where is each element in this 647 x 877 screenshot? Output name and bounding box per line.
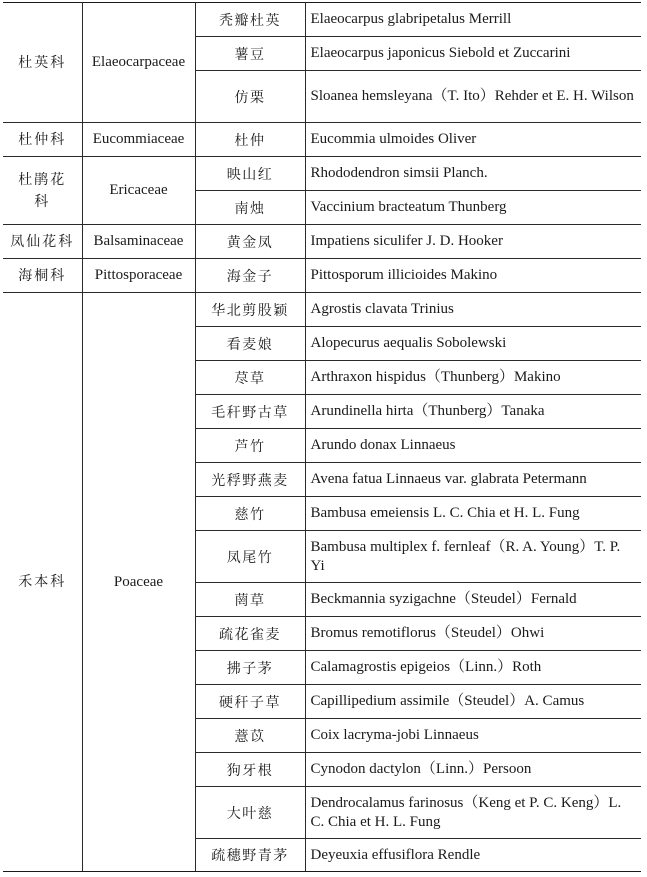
family-latin-name: Pittosporaceae: [82, 259, 195, 293]
species-latin-name: Impatiens siculifer J. D. Hooker: [305, 225, 641, 259]
family-chinese-name: 杜仲科: [3, 123, 82, 157]
species-chinese-name: 狗牙根: [195, 753, 305, 787]
family-latin-name: Eucommiaceae: [82, 123, 195, 157]
species-chinese-name: 杜仲: [195, 123, 305, 157]
species-latin-name: Pittosporum illicioides Makino: [305, 259, 641, 293]
family-chinese-name: 杜鹃花科: [3, 157, 82, 225]
species-latin-name: Arthraxon hispidus（Thunberg）Makino: [305, 361, 641, 395]
family-chinese-name: 海桐科: [3, 259, 82, 293]
family-latin-name: Elaeocarpaceae: [82, 3, 195, 123]
species-latin-name: Dendrocalamus farinosus（Keng et P. C. Keng）L. C. Chia et H. L. Fung: [305, 787, 641, 839]
table-row: [3, 259, 641, 293]
species-chinese-name: 南烛: [195, 191, 305, 225]
family-chinese-name: 凤仙花科: [3, 225, 82, 259]
species-chinese-name: 菵草: [195, 583, 305, 617]
species-latin-name: Rhododendron simsii Planch.: [305, 157, 641, 191]
table-row: [3, 123, 641, 157]
species-chinese-name: 慈竹: [195, 497, 305, 531]
species-chinese-name: 疏花雀麦: [195, 617, 305, 651]
species-chinese-name: 拂子茅: [195, 651, 305, 685]
species-latin-name: Elaeocarpus japonicus Siebold et Zuccarini: [305, 37, 641, 71]
species-latin-name: Bromus remotiflorus（Steudel）Ohwi: [305, 617, 641, 651]
species-chinese-name: 薯豆: [195, 37, 305, 71]
table-row: [3, 157, 641, 191]
species-chinese-name: 映山红: [195, 157, 305, 191]
family-latin-name: Ericaceae: [82, 157, 195, 225]
species-chinese-name: 硬秆子草: [195, 685, 305, 719]
species-latin-name: Deyeuxia effusiflora Rendle: [305, 839, 641, 872]
species-chinese-name: 黄金凤: [195, 225, 305, 259]
species-chinese-name: 华北剪股颖: [195, 293, 305, 327]
species-latin-name: Avena fatua Linnaeus var. glabrata Petermann: [305, 463, 641, 497]
table-row: [3, 3, 641, 37]
species-latin-name: Beckmannia syzigachne（Steudel）Fernald: [305, 583, 641, 617]
species-chinese-name: 凤尾竹: [195, 531, 305, 583]
species-chinese-name: 秃瓣杜英: [195, 3, 305, 37]
family-latin-name: Poaceae: [82, 293, 195, 872]
table-row: [3, 293, 641, 327]
species-latin-name: Eucommia ulmoides Oliver: [305, 123, 641, 157]
species-latin-name: Calamagrostis epigeios（Linn.）Roth: [305, 651, 641, 685]
species-latin-name: Capillipedium assimile（Steudel）A. Camus: [305, 685, 641, 719]
species-latin-name: Bambusa emeiensis L. C. Chia et H. L. Fung: [305, 497, 641, 531]
species-latin-name: Vaccinium bracteatum Thunberg: [305, 191, 641, 225]
species-chinese-name: 毛秆野古草: [195, 395, 305, 429]
species-chinese-name: 光稃野燕麦: [195, 463, 305, 497]
species-chinese-name: 大叶慈: [195, 787, 305, 839]
species-latin-name: Elaeocarpus glabripetalus Merrill: [305, 3, 641, 37]
species-latin-name: Arundo donax Linnaeus: [305, 429, 641, 463]
species-latin-name: Cynodon dactylon（Linn.）Persoon: [305, 753, 641, 787]
species-latin-name: Agrostis clavata Trinius: [305, 293, 641, 327]
species-latin-name: Arundinella hirta（Thunberg）Tanaka: [305, 395, 641, 429]
table-row: [3, 225, 641, 259]
family-chinese-name: 禾本科: [3, 293, 82, 872]
species-latin-name: Coix lacryma-jobi Linnaeus: [305, 719, 641, 753]
species-chinese-name: 疏穗野青茅: [195, 839, 305, 872]
species-latin-name: Alopecurus aequalis Sobolewski: [305, 327, 641, 361]
species-chinese-name: 荩草: [195, 361, 305, 395]
species-chinese-name: 海金子: [195, 259, 305, 293]
species-chinese-name: 薏苡: [195, 719, 305, 753]
species-chinese-name: 芦竹: [195, 429, 305, 463]
species-chinese-name: 仿栗: [195, 71, 305, 123]
species-table: [3, 2, 641, 872]
species-latin-name: Sloanea hemsleyana（T. Ito）Rehder et E. H. Wilson: [305, 71, 641, 123]
species-table-sheet: [3, 2, 641, 872]
family-chinese-name: 杜英科: [3, 3, 82, 123]
species-latin-name: Bambusa multiplex f. fernleaf（R. A. Young）T. P. Yi: [305, 531, 641, 583]
family-latin-name: Balsaminaceae: [82, 225, 195, 259]
species-chinese-name: 看麦娘: [195, 327, 305, 361]
